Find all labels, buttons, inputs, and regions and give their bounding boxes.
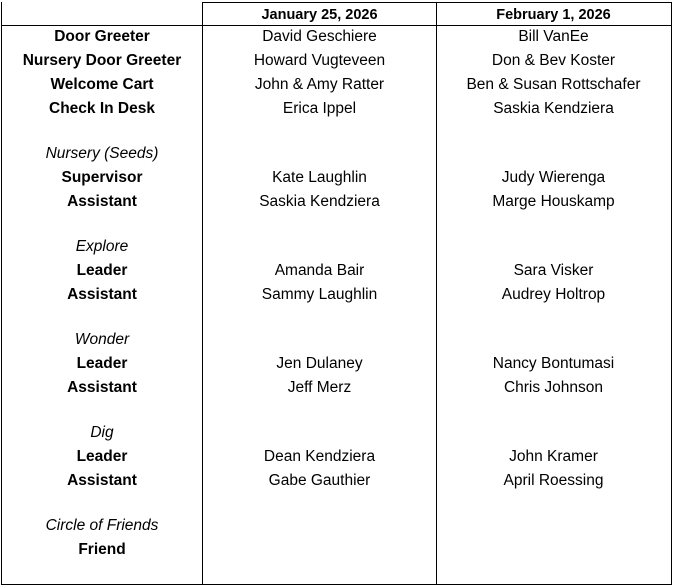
role-label: Nursery Door Greeter [22,52,182,69]
volunteer-name: Jeff Merz [287,379,352,396]
role-label: Supervisor [61,169,143,186]
role-label: Leader [76,262,128,279]
volunteer-name: Ben & Susan Rottschafer [466,76,641,93]
table-border-top [202,2,672,3]
role-label: Welcome Cart [50,76,154,93]
volunteer-name: Dean Kendziera [263,448,376,465]
volunteer-name: Judy Wierenga [501,169,606,186]
volunteer-name: Sammy Laughlin [261,286,378,303]
volunteer-name: Howard Vugteveen [253,52,386,69]
volunteer-name: Nancy Bontumasi [492,355,615,372]
volunteer-name: John & Amy Ratter [254,76,385,93]
role-label: Assistant [67,286,137,303]
role-label: Leader [76,448,128,465]
volunteer-name: Sara Visker [513,262,594,279]
role-label: Door Greeter [54,28,150,45]
volunteer-name: John Kramer [509,448,598,465]
volunteer-name: David Geschiere [262,28,377,45]
volunteer-name: Kate Laughlin [272,169,367,186]
volunteer-name: Marge Houskamp [492,193,615,210]
role-label: Assistant [67,193,137,210]
header-divider [1,25,672,26]
section-title-wonder: Wonder [74,331,130,348]
role-label: Leader [76,355,128,372]
volunteer-name: April Roessing [503,472,604,489]
header-date-1: January 25, 2026 [261,7,378,23]
section-title-dig: Dig [90,424,114,441]
role-label: Friend [78,541,126,558]
header-date-2: February 1, 2026 [496,7,611,23]
volunteer-name: Audrey Holtrop [501,286,606,303]
section-title-circle-of-friends: Circle of Friends [45,517,159,534]
role-label: Assistant [67,472,137,489]
table-border-right [671,2,672,585]
volunteer-name: Gabe Gauthier [268,472,371,489]
volunteer-name: Saskia Kendziera [259,193,380,210]
volunteer-name: Erica Ippel [282,100,357,117]
volunteer-name: Jen Dulaney [276,355,363,372]
volunteer-name: Saskia Kendziera [493,100,614,117]
volunteer-name: Chris Johnson [503,379,604,396]
section-title-nursery: Nursery (Seeds) [45,145,159,162]
volunteer-name: Don & Bev Koster [491,52,616,69]
table-border-bottom [1,584,672,585]
volunteer-name: Bill VanEe [518,28,589,45]
section-title-explore: Explore [75,238,129,255]
role-label: Check In Desk [49,100,155,117]
volunteer-name: Amanda Bair [274,262,365,279]
role-label: Assistant [67,379,137,396]
